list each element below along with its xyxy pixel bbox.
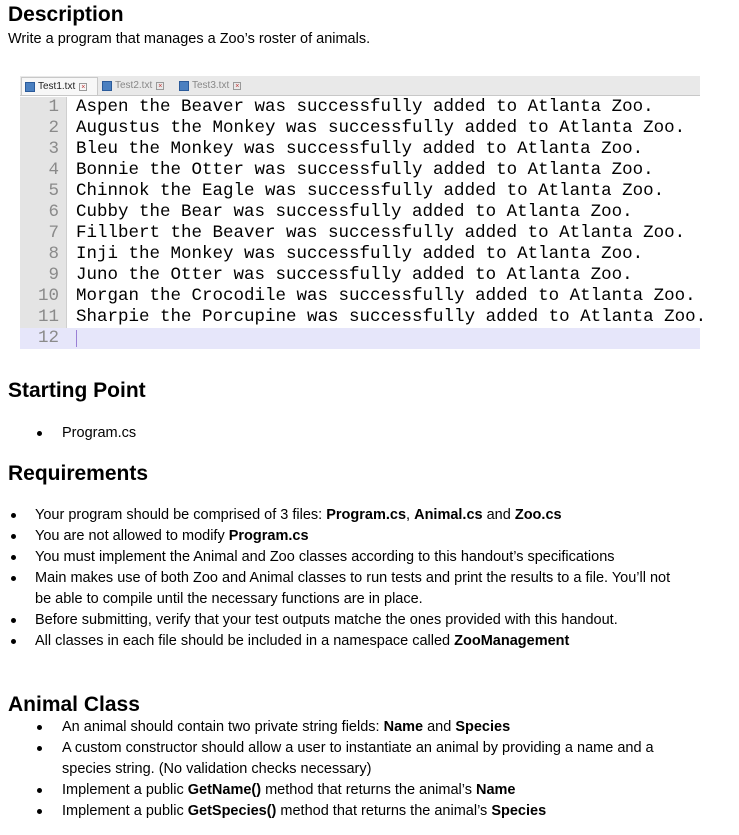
tab-label: Test2.txt: [115, 80, 153, 91]
close-icon[interactable]: ×: [81, 83, 86, 91]
code-line: [20, 265, 700, 286]
line-text: Bonnie the Otter was successfully added to Atlanta Zoo.: [76, 160, 654, 180]
code-line: [20, 202, 700, 223]
file-icon: [102, 81, 112, 91]
line-number: 10: [37, 286, 59, 306]
line-number: 3: [48, 139, 59, 159]
line-number: 7: [48, 223, 59, 243]
line-text: Augustus the Monkey was successfully added to Atlanta Zoo.: [76, 118, 686, 138]
line-text: Sharpie the Porcupine was successfully added to Atlanta Zoo.: [76, 307, 707, 327]
animal-class-list: [36, 717, 726, 822]
line-text: Cubby the Bear was successfully added to Atlanta Zoo.: [76, 202, 633, 222]
list-item: Main makes use of both Zoo and Animal classes to run tests and print the results to a file. You’ll not be able to compile until the necessary functions are in place.: [10, 568, 725, 610]
description-heading: Description: [8, 3, 124, 26]
line-text: Fillbert the Beaver was successfully added to Atlanta Zoo.: [76, 223, 686, 243]
line-text: Juno the Otter was successfully added to Atlanta Zoo.: [76, 265, 633, 285]
code-line: [20, 118, 700, 139]
line-number: 6: [48, 202, 59, 222]
list-item: You must implement the Animal and Zoo classes according to this handout’s specifications: [10, 547, 725, 568]
file-icon: [179, 81, 189, 91]
line-number: 2: [48, 118, 59, 138]
line-text: Aspen the Beaver was successfully added to Atlanta Zoo.: [76, 97, 654, 117]
list-item: Implement a public GetName() method that returns the animal’s Name: [36, 780, 726, 801]
list-item: A custom constructor should allow a user to instantiate an animal by providing a name and a species string. (No validation checks necessary): [36, 738, 726, 780]
list-item: An animal should contain two private string fields: Name and Species: [36, 717, 726, 738]
code-line: [20, 139, 700, 160]
starting-point-list: [36, 423, 136, 444]
tab-test1[interactable]: [21, 77, 98, 95]
description-text: Write a program that manages a Zoo’s roster of animals.: [8, 31, 371, 47]
code-line: [20, 307, 707, 328]
line-text: Chinnok the Eagle was successfully added to Atlanta Zoo.: [76, 181, 665, 201]
code-line: [20, 160, 700, 181]
starting-point-heading: Starting Point: [8, 379, 146, 402]
code-line: [20, 244, 700, 265]
tab-label: Test3.txt: [192, 80, 230, 91]
editor-screenshot: [20, 76, 707, 349]
code-line: [20, 181, 700, 202]
code-line: [20, 223, 700, 244]
tab-test2[interactable]: [99, 77, 173, 94]
animal-class-heading: Animal Class: [8, 693, 140, 716]
line-number: 4: [48, 160, 59, 180]
tab-label: Test1.txt: [38, 81, 76, 92]
requirements-list: [10, 505, 725, 652]
line-number: 9: [48, 265, 59, 285]
code-line: [20, 286, 700, 307]
line-text: Inji the Monkey was successfully added to Atlanta Zoo.: [76, 244, 644, 264]
close-icon[interactable]: ×: [235, 82, 240, 90]
line-number: 12: [37, 328, 59, 348]
tab-test3[interactable]: [176, 77, 250, 94]
list-item: [36, 423, 136, 444]
close-icon[interactable]: ×: [158, 82, 163, 90]
list-item-text: Program.cs: [62, 425, 137, 441]
list-item: Implement a public GetSpecies() method that returns the animal’s Species: [36, 801, 726, 822]
list-item: You are not allowed to modify Program.cs: [10, 526, 725, 547]
text-caret: [76, 330, 77, 347]
list-item: All classes in each file should be included in a namespace called ZooManagement: [10, 631, 725, 652]
file-icon: [25, 82, 35, 92]
code-line-current: [20, 328, 700, 349]
requirements-heading: Requirements: [8, 462, 149, 485]
line-number: 5: [48, 181, 59, 201]
line-number: 11: [37, 307, 59, 327]
line-text: Bleu the Monkey was successfully added to Atlanta Zoo.: [76, 139, 644, 159]
line-text: Morgan the Crocodile was successfully added to Atlanta Zoo.: [76, 286, 696, 306]
list-item: Your program should be comprised of 3 files: Program.cs, Animal.cs and Zoo.cs: [10, 505, 725, 526]
code-line: [20, 97, 700, 118]
line-number: 1: [48, 97, 59, 117]
list-item: Before submitting, verify that your test outputs matche the ones provided with this handout.: [10, 610, 725, 631]
editor-tab-bar: [20, 76, 700, 96]
line-number: 8: [48, 244, 59, 264]
